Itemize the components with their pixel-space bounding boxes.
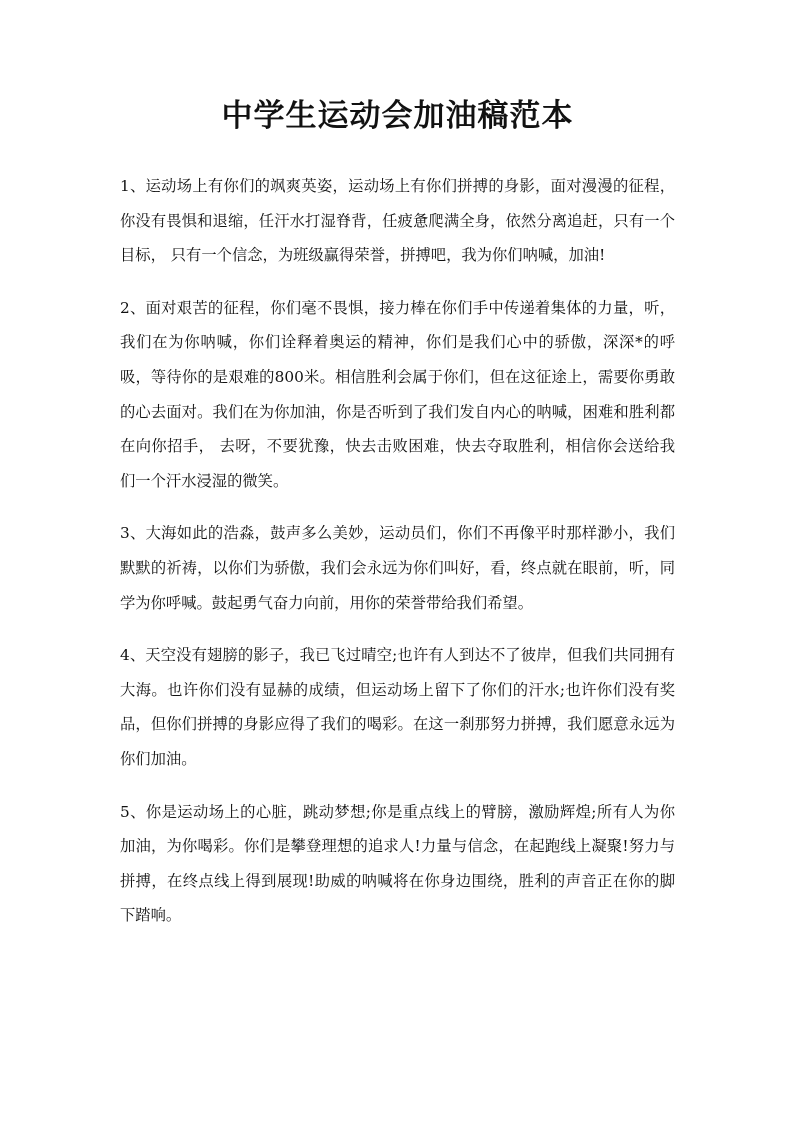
document-body bbox=[120, 169, 675, 933]
paragraph-4: 4、天空没有翅膀的影子，我已飞过晴空;也许有人到达不了彼岸，但我们共同拥有大海。也许你们没有显赫的成绩，但运动场上留下了你们的汗水;也许你们没有奖品，但你们拼搏的身影应得了我们的喝彩。在这一刹那努力拼搏，我们愿意永远为你们加油。 bbox=[120, 646, 675, 768]
paragraph-5: 5、你是运动场上的心脏，跳动梦想;你是重点线上的臂膀，激励辉煌;所有人为你加油，为你喝彩。你们是攀登理想的追求人!力量与信念，在起跑线上凝聚!努力与拼搏，在终点线上得到展现!助威的呐喊将在你身边围绕，胜利的声音正在你的脚下踏响。 bbox=[120, 802, 675, 925]
paragraph-3: 3、大海如此的浩淼，鼓声多么美妙，运动员们，你们不再像平时那样渺小，我们默默的祈祷，以你们为骄傲，我们会永远为你们叫好，看，终点就在眼前，听，同学为你呼喊。鼓起勇气奋力向前，用你的荣誉带给我们希望。 bbox=[120, 524, 675, 612]
document-title: 中学生运动会加油稿范本 bbox=[221, 98, 574, 134]
paragraph-2: 2、面对艰苦的征程，你们毫不畏惧，接力棒在你们手中传递着集体的力量，听，我们在为你呐喊，你们诠释着奥运的精神，你们是我们心中的骄傲，深深*的呼吸，等待你的是艰难的800米。相信胜利会属于你们，但在这征途上，需要你勇敢的心去面对。我们在为你加油，你是否听到了我们发自内心的呐喊，困难和胜利都在向你招手， 去呀，不要犹豫，快去击败困难，快去夺取胜利，相信你会送给我们一个汗水浸湿的微笑。 bbox=[120, 298, 675, 490]
paragraph-1: 1、运动场上有你们的飒爽英姿，运动场上有你们拼搏的身影，面对漫漫的征程，你没有畏惧和退缩，任汗水打湿脊背，任疲惫爬满全身，依然分离追赶，只有一个目标， 只有一个信念，为班级赢得荣誉，拼搏吧，我为你们呐喊，加油! bbox=[120, 177, 675, 265]
